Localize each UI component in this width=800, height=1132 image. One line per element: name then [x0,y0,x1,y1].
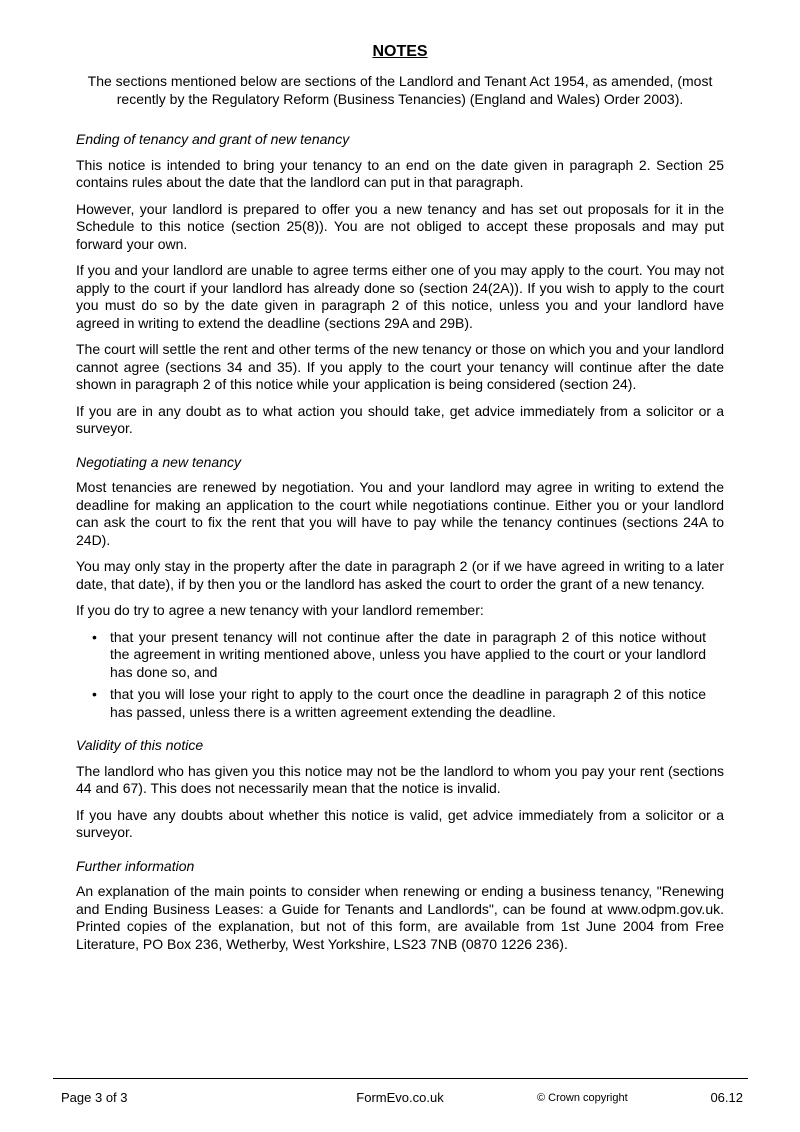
paragraph: If you do try to agree a new tenancy with your landlord remember: [76,602,484,618]
section-heading: Ending of tenancy and grant of new tenancy [76,131,350,147]
section-heading: Validity of this notice [76,737,204,753]
paragraph: If you and your landlord are unable to agree terms either one of you may apply to the court. You may not apply to the court if your landlord has already done so (section 24(2A)). If you wish to apply to the court you must do so by the date given in paragraph 2 of this notice, unless you and your landlord have agreed in writing to extend the deadline (sections 29A and 29B). [76,262,724,331]
list-item: • that your present tenancy will not continue after the date in paragraph 2 of this notice without the agreement in writing mentioned above, unless you have applied to the court or your landlord has done so, and [110,629,724,682]
footer-page-number: Page 3 of 3 [61,1090,128,1105]
intro-text: The sections mentioned below are sections of the Landlord and Tenant Act 1954, as amended, (most recently by the Regulatory Reform (Business Tenancies) (England and Wales) Order 2003). [87,73,713,107]
section-heading: Further information [76,857,195,874]
paragraph: If you have any doubts about whether this notice is valid, get advice immediately from a solicitor or a surveyor. [76,806,724,840]
paragraph: You may only stay in the property after the date in paragraph 2 (or if we have agreed in writing to a later date, that date), if by then you or the landlord has asked the court to order the grant of a new tenancy. [76,558,724,592]
section-further-information [76,858,724,954]
section-ending-of-tenancy [76,131,724,438]
paragraph: The court will settle the rent and other terms of the new tenancy or those on which you and your landlord cannot agree (sections 34 and 35). If you apply to the court your tenancy will continue after the date shown in paragraph 2 of this notice while your application is being considered (section 24). [76,341,724,392]
paragraph: However, your landlord is prepared to offer you a new tenancy and has set out proposals for it in the Schedule to this notice (section 25(8)). You are not obliged to accept these proposals and may put forward your own. [76,200,724,252]
section-validity [76,737,724,842]
bullet-list [76,629,724,722]
section-heading: Negotiating a new tenancy [76,453,241,470]
footer-version: 06.12 [710,1090,743,1105]
footer-site: FormEvo.co.uk [356,1090,444,1105]
notes-body [76,131,724,969]
paragraph: An explanation of the main points to consider when renewing or ending a business tenancy, "Renewing and Ending Business Leases: a Guide for Tenants and Landlords", can be found at www.odpm.gov.uk. Printed copies of the explanation, but not of this form, are available from 1st June 2004 from Free Literature, PO Box 236, Wetherby, West Yorkshire, LS23 7NB (0870 1226 236). [76,883,724,952]
paragraph: If you are in any doubt as to what action you should take, get advice immediately from a solicitor or a surveyor. [76,402,724,436]
footer-divider [53,1078,748,1079]
list-item: • that you will lose your right to apply to the court once the deadline in paragraph 2 of this notice has passed, unless there is a written agreement extending the deadline. [110,686,724,721]
footer-copyright: © Crown copyright [537,1092,628,1104]
page-title: NOTES [372,43,428,60]
section-negotiating [76,454,724,722]
paragraph: This notice is intended to bring your tenancy to an end on the date given in paragraph 2. Section 25 contains rules about the date that the landlord can put in that paragraph. [76,156,724,190]
paragraph: Most tenancies are renewed by negotiation. You and your landlord may agree in writing to extend the deadline for making an application to the court while negotiations continue. Either you or your landlord can ask the court to fix the rent that you will have to pay while the tenancy continues (sections 24A to 24D). [76,479,724,548]
paragraph: The landlord who has given you this notice may not be the landlord to whom you pay your rent (sections 44 and 67). This does not necessarily mean that the notice is invalid. [76,762,724,796]
